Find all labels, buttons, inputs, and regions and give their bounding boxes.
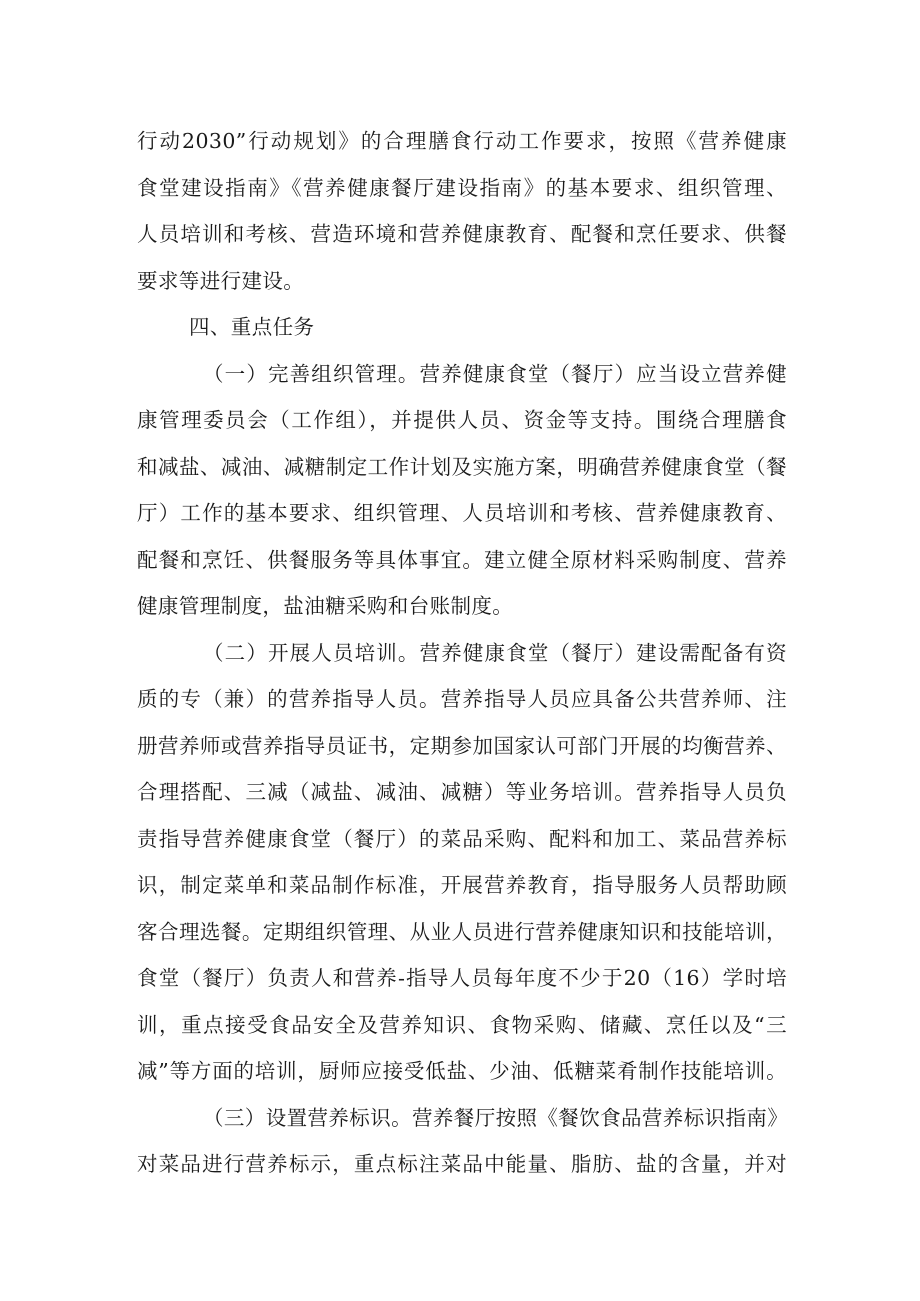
paragraph-1-line-2: 食堂建设指南》《营养健康餐厅建设指南》的基本要求、组织管理、 — [137, 175, 787, 200]
paragraph-4-line-6: 识，制定菜单和菜品制作标准，开展营养教育，指导服务人员帮助顾 — [137, 873, 787, 897]
paragraph-1-line-3: 人员培训和考核、营造环境和营养健康教育、配餐和烹任要求、供餐 — [137, 222, 787, 246]
paragraph-4-line-4: 合理搭配、三减（减盐、减油、减糖）等业务培训。营养指导人员负 — [137, 780, 787, 804]
paragraph-1-line-4: 要求等进行建设。 — [137, 268, 305, 293]
paragraph-3-line-2: 康管理委员会（工作组），并提供人员、资金等支持。围绕合理膳食 — [137, 408, 787, 432]
paragraph-5-line-2: 对菜品进行营养标示，重点标注菜品中能量、脂肪、盐的含量，并对 — [137, 1152, 787, 1176]
paragraph-4-line-3: 册营养师或营养指导员证书，定期参加国家认可部门开展的均衡营养、 — [137, 733, 787, 758]
paragraph-4-line-8: 食堂（餐厅）负责人和营养-指导人员每年度不少于20（16）学时培 — [137, 966, 787, 990]
section-heading: 四、重点任务 — [189, 315, 315, 339]
paragraph-3-line-3: 和减盐、减油、减糖制定工作计划及实施方案，明确营养健康食堂（餐 — [137, 454, 787, 479]
paragraph-3-line-6: 健康管理制度，盐油糖采购和台账制度。 — [137, 594, 514, 618]
paragraph-3-line-4: 厅）工作的基本要求、组织管理、人员培训和考核、营养健康教育、 — [137, 501, 787, 525]
paragraph-4-line-5: 责指导营养健康食堂（餐厅）的菜品采购、配料和加工、菜品营养标 — [137, 826, 787, 851]
paragraph-4-line-1: （二）开展人员培训。营养健康食堂（餐厅）建设需配备有资 — [203, 640, 787, 665]
paragraph-3-line-5: 配餐和烹饪、供餐服务等具体事宜。建立健全原材料采购制度、营养 — [137, 547, 787, 572]
paragraph-5-line-1: （三）设置营养标识。营养餐厅按照《餐饮食品营养标识指南》 — [203, 1105, 789, 1130]
document-page — [137, 118, 787, 1188]
paragraph-4-line-2: 质的专（兼）的营养指导人员。营养指导人员应具备公共营养师、注 — [137, 687, 787, 711]
paragraph-4-line-10: 减”等方面的培训，厨师应接受低盐、少油、低糖菜肴制作技能培训。 — [137, 1059, 787, 1083]
paragraph-4-line-9: 训，重点接受食品安全及营养知识、食物采购、储藏、烹任以及“三 — [137, 1012, 787, 1037]
paragraph-1-line-1: 行动2030”行动规划》的合理膳食行动工作要求，按照《营养健康 — [137, 129, 787, 153]
paragraph-4-line-7: 客合理选餐。定期组织管理、从业人员进行营养健康知识和技能培训， — [137, 919, 787, 944]
paragraph-3-line-1: （一）完善组织管理。营养健康食堂（餐厅）应当设立营养健 — [203, 361, 787, 386]
